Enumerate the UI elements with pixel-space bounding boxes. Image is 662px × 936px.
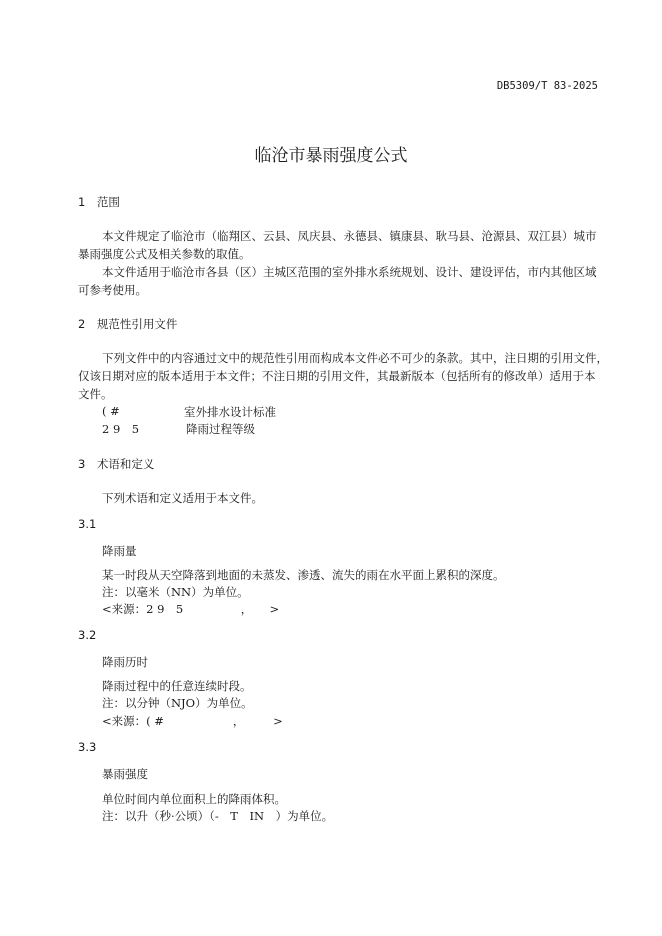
page-title: 临沧市暴雨强度公式 xyxy=(254,146,408,166)
section-2-paragraph-line-2: 仅该日期对应的版本适用于本文件；不注日期的引用文件，其最新版本（包括所有的修改单）适用于本 xyxy=(78,369,596,383)
term-definition: 降雨过程中的任意连续时段。 xyxy=(102,679,252,693)
reference-code: ( # xyxy=(102,404,120,418)
term-name: 降雨历时 xyxy=(102,655,148,669)
term-definition: 单位时间内单位面积上的降雨体积。 xyxy=(102,792,286,806)
section-3-heading: 3 术语和定义 xyxy=(78,457,155,471)
reference-name: 室外排水设计标准 xyxy=(184,405,276,419)
reference-name: 降雨过程等级 xyxy=(186,422,255,436)
term-note: 注：以分钟（NJO）为单位。 xyxy=(102,696,253,710)
term-name: 降雨量 xyxy=(102,544,137,558)
section-2-paragraph-line-3: 文件。 xyxy=(78,387,113,401)
section-1-paragraph-1-line-2: 暴雨强度公式及相关参数的取值。 xyxy=(78,247,251,261)
term-number: 3.3 xyxy=(78,740,97,754)
reference-code: 2 9 5 xyxy=(102,422,140,436)
section-2-paragraph-line-1: 下列文件中的内容通过文中的规范性引用而构成本文件必不可少的条款。其中，注日期的引用文件， xyxy=(102,351,608,365)
term-note: 注：以升（秒·公顷）（- T IN ）为单位。 xyxy=(102,809,334,823)
term-note: 注：以毫米（NN）为单位。 xyxy=(102,585,249,599)
term-source: <来源：2 9 5 ， > xyxy=(102,602,280,616)
term-source: <来源：( # ， > xyxy=(102,714,283,728)
section-2-heading: 2 规范性引用文件 xyxy=(78,317,178,331)
document-code: DB5309/T 83-2025 xyxy=(496,80,598,92)
term-number: 3.1 xyxy=(78,517,97,531)
section-1-paragraph-2-line-1: 本文件适用于临沧市各县（区）主城区范围的室外排水系统规划、设计、建设评估，市内其他区域 xyxy=(102,265,597,279)
term-name: 暴雨强度 xyxy=(102,767,148,781)
section-1-heading: 1 范围 xyxy=(78,195,120,209)
section-1-paragraph-1-line-1: 本文件规定了临沧市（临翔区、云县、凤庆县、永德县、镇康县、耿马县、沧源县、双江县）城市 xyxy=(102,229,597,243)
section-1-paragraph-2-line-2: 可参考使用。 xyxy=(78,283,147,297)
term-number: 3.2 xyxy=(78,628,97,642)
term-definition: 某一时段从天空降落到地面的未蒸发、渗透、流失的雨在水平面上累积的深度。 xyxy=(102,568,505,582)
section-3-intro: 下列术语和定义适用于本文件。 xyxy=(102,491,263,505)
